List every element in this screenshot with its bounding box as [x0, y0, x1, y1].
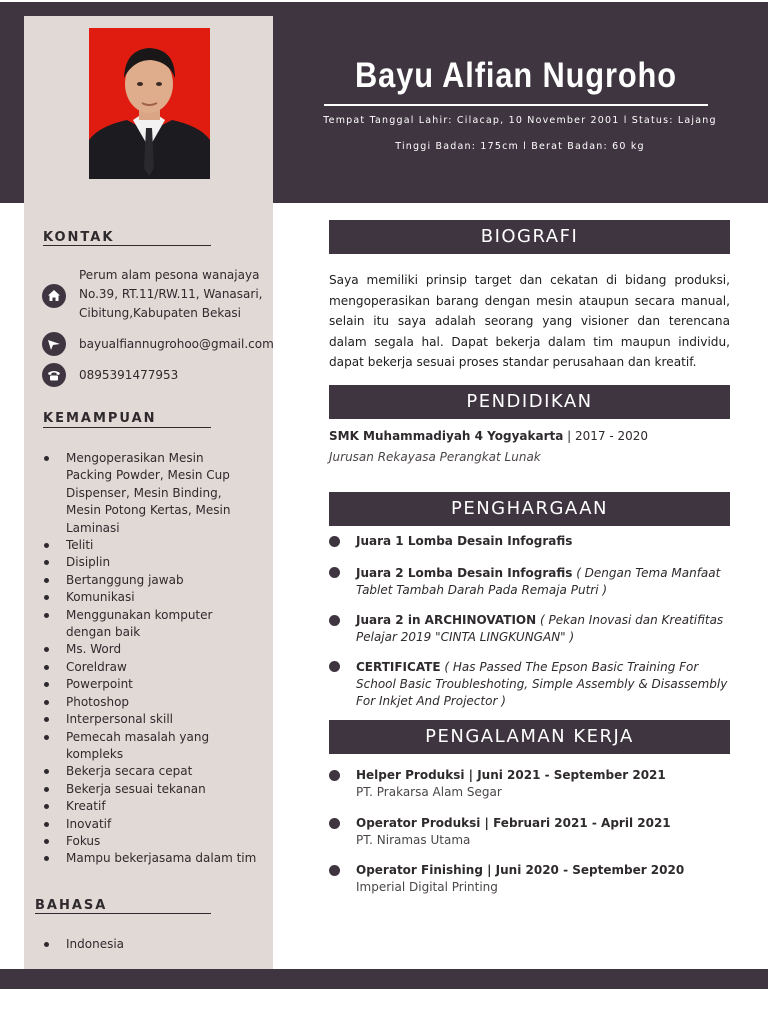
- name-underline: [324, 104, 708, 106]
- experience-heading: PENGALAMAN KERJA: [329, 720, 730, 754]
- job-role: Helper Produksi: [356, 768, 465, 782]
- person-name: Bayu Alfian Nugroho: [355, 56, 677, 95]
- job-company: PT. Prakarsa Alam Segar: [356, 785, 502, 799]
- skill-item: Kreatif: [43, 798, 273, 815]
- skill-item: Coreldraw: [43, 659, 273, 676]
- biography-text: Saya memiliki prinsip target dan cekatan di bidang produksi, mengoperasikan barang dengan mesin ataupun secara manual, selain itu saya adalah seorang yang visioner dan terencana dalam segala hal. Dapat bekerja dalam tim maupun individu, dapat bekerja sesuai proses standar perusahaan dan kreatif.: [329, 273, 730, 369]
- job-period: | Juni 2021 - September 2021: [464, 768, 666, 782]
- languages-list: [43, 936, 124, 953]
- job-company: PT. Niramas Utama: [356, 833, 471, 847]
- skill-item: Bekerja secara cepat: [43, 763, 273, 780]
- award-note: ( Pekan Inovasi dan Kreatifitas Pelajar 2019 "CINTA LINGKUNGAN" ): [356, 613, 724, 644]
- award-item: [356, 659, 732, 710]
- award-name: Juara 2 in ARCHINOVATION: [356, 613, 537, 627]
- skill-item: Menggunakan komputer dengan baik: [43, 607, 251, 642]
- school-name: SMK Muhammadiyah 4 Yogyakarta: [329, 429, 564, 443]
- award-bullet: [329, 661, 340, 672]
- contact-heading: KONTAK: [43, 230, 115, 245]
- job-company: Imperial Digital Printing: [356, 880, 498, 894]
- address-line-3: Cibitung,Kabupaten Bekasi: [79, 306, 242, 320]
- phone-text[interactable]: 0895391477953: [79, 368, 179, 382]
- skill-item: Mengoperasikan Mesin Packing Powder, Mesin Cup Dispenser, Mesin Binding, Mesin Potong Kertas, Mesin Laminasi: [43, 450, 251, 537]
- footer-band: [0, 969, 768, 989]
- awards-heading: PENGHARGAAN: [329, 492, 730, 526]
- skill-item: Pemecah masalah yang kompleks: [43, 729, 216, 764]
- award-name: Juara 1 Lomba Desain Infografis: [356, 534, 573, 548]
- birth-status-line: Tempat Tanggal Lahir: Cilacap, 10 November 2001 l Status: Lajang: [323, 115, 717, 126]
- address-line-2: No.39, RT.11/RW.11, Wanasari,: [79, 287, 263, 301]
- award-note: ( Has Passed The Epson Basic Training For School Basic Troubleshoting, Simple Assembly & Disassembly For Inkjet And Projector ): [356, 660, 728, 708]
- skill-item: Ms. Word: [43, 641, 273, 658]
- skill-item: Mampu bekerjasama dalam tim: [43, 850, 273, 867]
- job-role: Operator Produksi: [356, 816, 481, 830]
- skill-item: Photoshop: [43, 694, 273, 711]
- education-years: | 2017 - 2020: [563, 429, 649, 443]
- experience-bullet: [329, 770, 340, 781]
- email-text[interactable]: bayualfiannugrohoo@gmail.com: [79, 337, 274, 351]
- languages-heading: BAHASA: [35, 898, 108, 913]
- award-name: Juara 2 Lomba Desain Infografis: [356, 566, 573, 580]
- skill-item: Disiplin: [43, 554, 273, 571]
- award-bullet: [329, 536, 340, 547]
- award-note: ( Dengan Tema Manfaat Tablet Tambah Darah Pada Remaja Putri ): [356, 566, 721, 597]
- phone-icon: [42, 363, 66, 387]
- experience-bullet: [329, 865, 340, 876]
- skills-heading: KEMAMPUAN: [43, 411, 157, 426]
- home-icon: [42, 284, 66, 308]
- award-bullet: [329, 567, 340, 578]
- contact-heading-rule: [43, 245, 211, 246]
- skill-item: Teliti: [43, 537, 273, 554]
- address-line-1: Perum alam pesona wanajaya: [79, 268, 260, 282]
- skill-item: Bertanggung jawab: [43, 572, 273, 589]
- education-heading: PENDIDIKAN: [329, 385, 730, 419]
- skill-item: Komunikasi: [43, 589, 273, 606]
- skill-item: Interpersonal skill: [43, 711, 273, 728]
- languages-heading-rule: [35, 913, 211, 914]
- skill-item: Powerpoint: [43, 676, 273, 693]
- experience-item: [356, 862, 732, 896]
- job-role: Operator Finishing: [356, 863, 483, 877]
- skill-item: Fokus: [43, 833, 273, 850]
- height-weight-line: Tinggi Badan: 175cm l Berat Badan: 60 kg: [395, 141, 645, 152]
- award-item: [356, 565, 732, 599]
- job-period: | Februari 2021 - April 2021: [480, 816, 671, 830]
- experience-item: [356, 815, 732, 849]
- award-item: [356, 612, 732, 646]
- skill-item: Inovatif: [43, 816, 273, 833]
- award-name: CERTIFICATE: [356, 660, 441, 674]
- award-bullet: [329, 615, 340, 626]
- skills-heading-rule: [43, 427, 211, 428]
- address-text: [79, 266, 262, 323]
- job-period: | Juni 2020 - September 2020: [482, 863, 685, 877]
- award-item: [356, 533, 732, 550]
- skill-item: Bekerja sesuai tekanan: [43, 781, 273, 798]
- education-major: Jurusan Rekayasa Perangkat Lunak: [329, 450, 541, 464]
- experience-bullet: [329, 818, 340, 829]
- profile-photo: [89, 28, 210, 179]
- send-icon: [42, 332, 66, 356]
- skills-list: [43, 450, 273, 868]
- experience-item: [356, 767, 732, 801]
- education-entry: [329, 429, 648, 443]
- biography-heading: BIOGRAFI: [329, 220, 730, 254]
- language-item: Indonesia: [43, 936, 124, 953]
